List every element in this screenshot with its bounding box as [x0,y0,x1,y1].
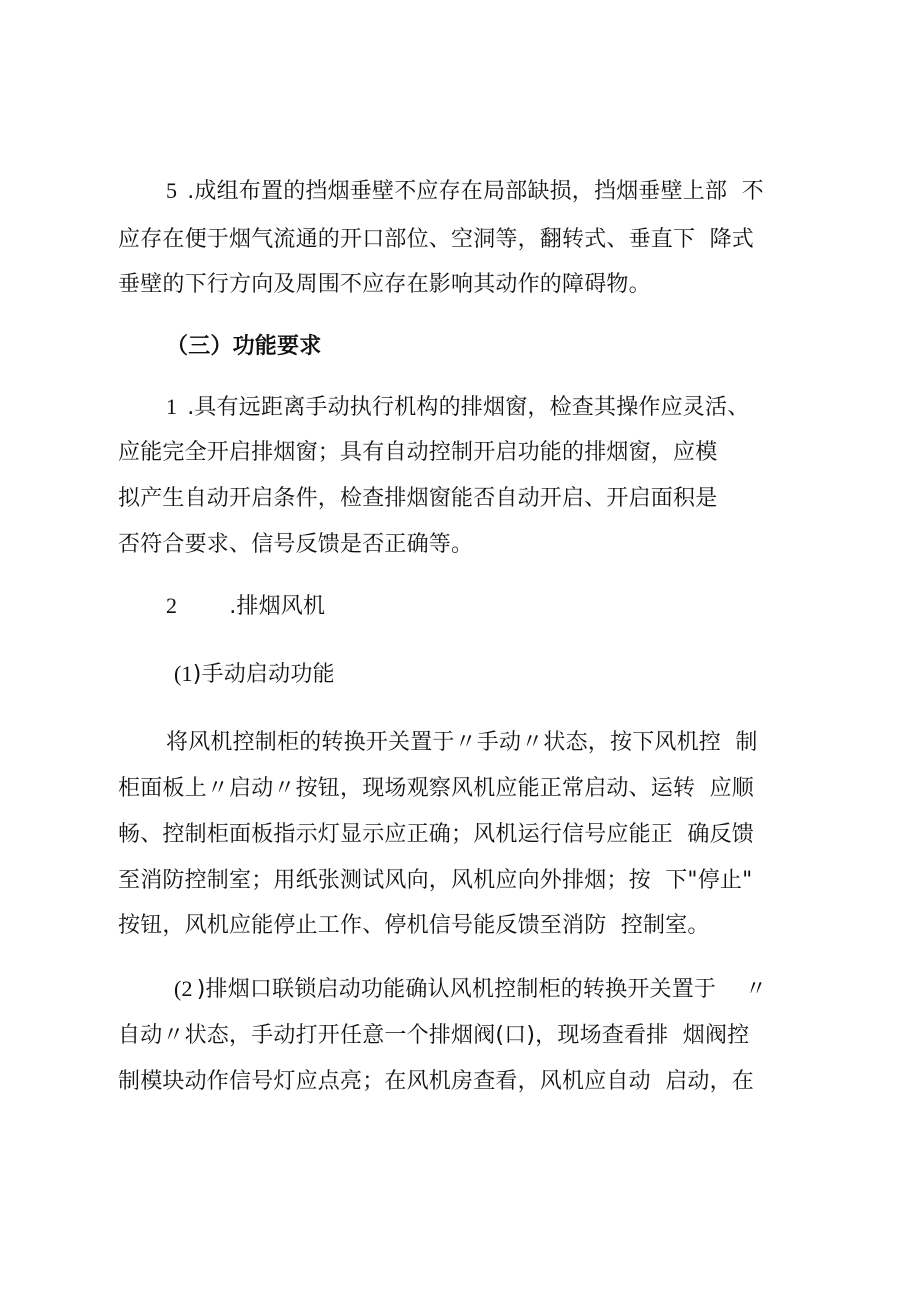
item-2-number: 2 [166,593,178,618]
paragraph-1-line-2: 应能完全开启排烟窗；具有自动控制开启功能的排烟窗，应模 [118,440,718,465]
manual-paragraph-line-3: 畅、控制柜面板指示灯显示应正确；风机运行信号应能正 确反馈 [118,822,754,847]
paragraph-1-number: 1 [166,394,178,419]
sub-1-heading [174,659,335,690]
sub-2-line-3: 制模块动作信号灯应点亮；在风机房查看，风机应自动 启动，在 [118,1069,754,1094]
sub-2-text: )排烟口联锁启动功能确认风机控制柜的转换开关置于 〃 [196,977,768,1002]
paragraph-1-line-3: 拟产生自动开启条件，检查排烟窗能否自动开启、开启面积是 [118,486,718,511]
paragraph-5-line-1 [166,176,764,207]
item-2-heading [166,591,325,622]
sub-2-line-2: 自动〃状态，手动打开任意一个排烟阀(口)，现场查看排 烟阀控 [118,1023,750,1048]
sub-2-line-1 [174,974,767,1005]
manual-paragraph-line-2: 柜面板上〃启动〃按钮，现场观察风机应能正常启动、运转 应顺 [118,776,754,801]
paragraph-5-line-3: 垂壁的下行方向及周围不应存在影响其动作的障碍物。 [118,272,651,297]
manual-paragraph-line-5: 按钮，风机应能停止工作、停机信号能反馈至消防 控制室。 [118,913,710,938]
item-2-text: .排烟风机 [229,594,326,619]
paragraph-5-number: 5 [166,178,178,203]
sub-1-text: )手动启动功能 [192,662,335,687]
paragraph-5-text: .成组布置的挡烟垂壁不应存在局部缺损，挡烟垂壁上部 不 [187,179,764,204]
paragraph-5-line-2: 应存在便于烟气流通的开口部位、空洞等，翻转式、垂直下 降式 [118,227,754,252]
manual-paragraph-line-4: 至消防控制室；用纸张测试风向，风机应向外排烟；按 下"停止" [118,868,753,893]
paragraph-1-text: .具有远距离手动执行机构的排烟窗，检查其操作应灵活、 [187,395,750,420]
sub-1-number: (1 [174,661,193,686]
paragraph-1-line-4: 否符合要求、信号反馈是否正确等。 [118,532,474,557]
sub-2-number: (2 [174,976,193,1001]
paragraph-1-line-1 [166,392,749,423]
section-heading-3: （三）功能要求 [166,334,322,359]
manual-paragraph-line-1: 将风机控制柜的转换开关置于〃手动〃状态，按下风机控 制 [166,730,758,755]
